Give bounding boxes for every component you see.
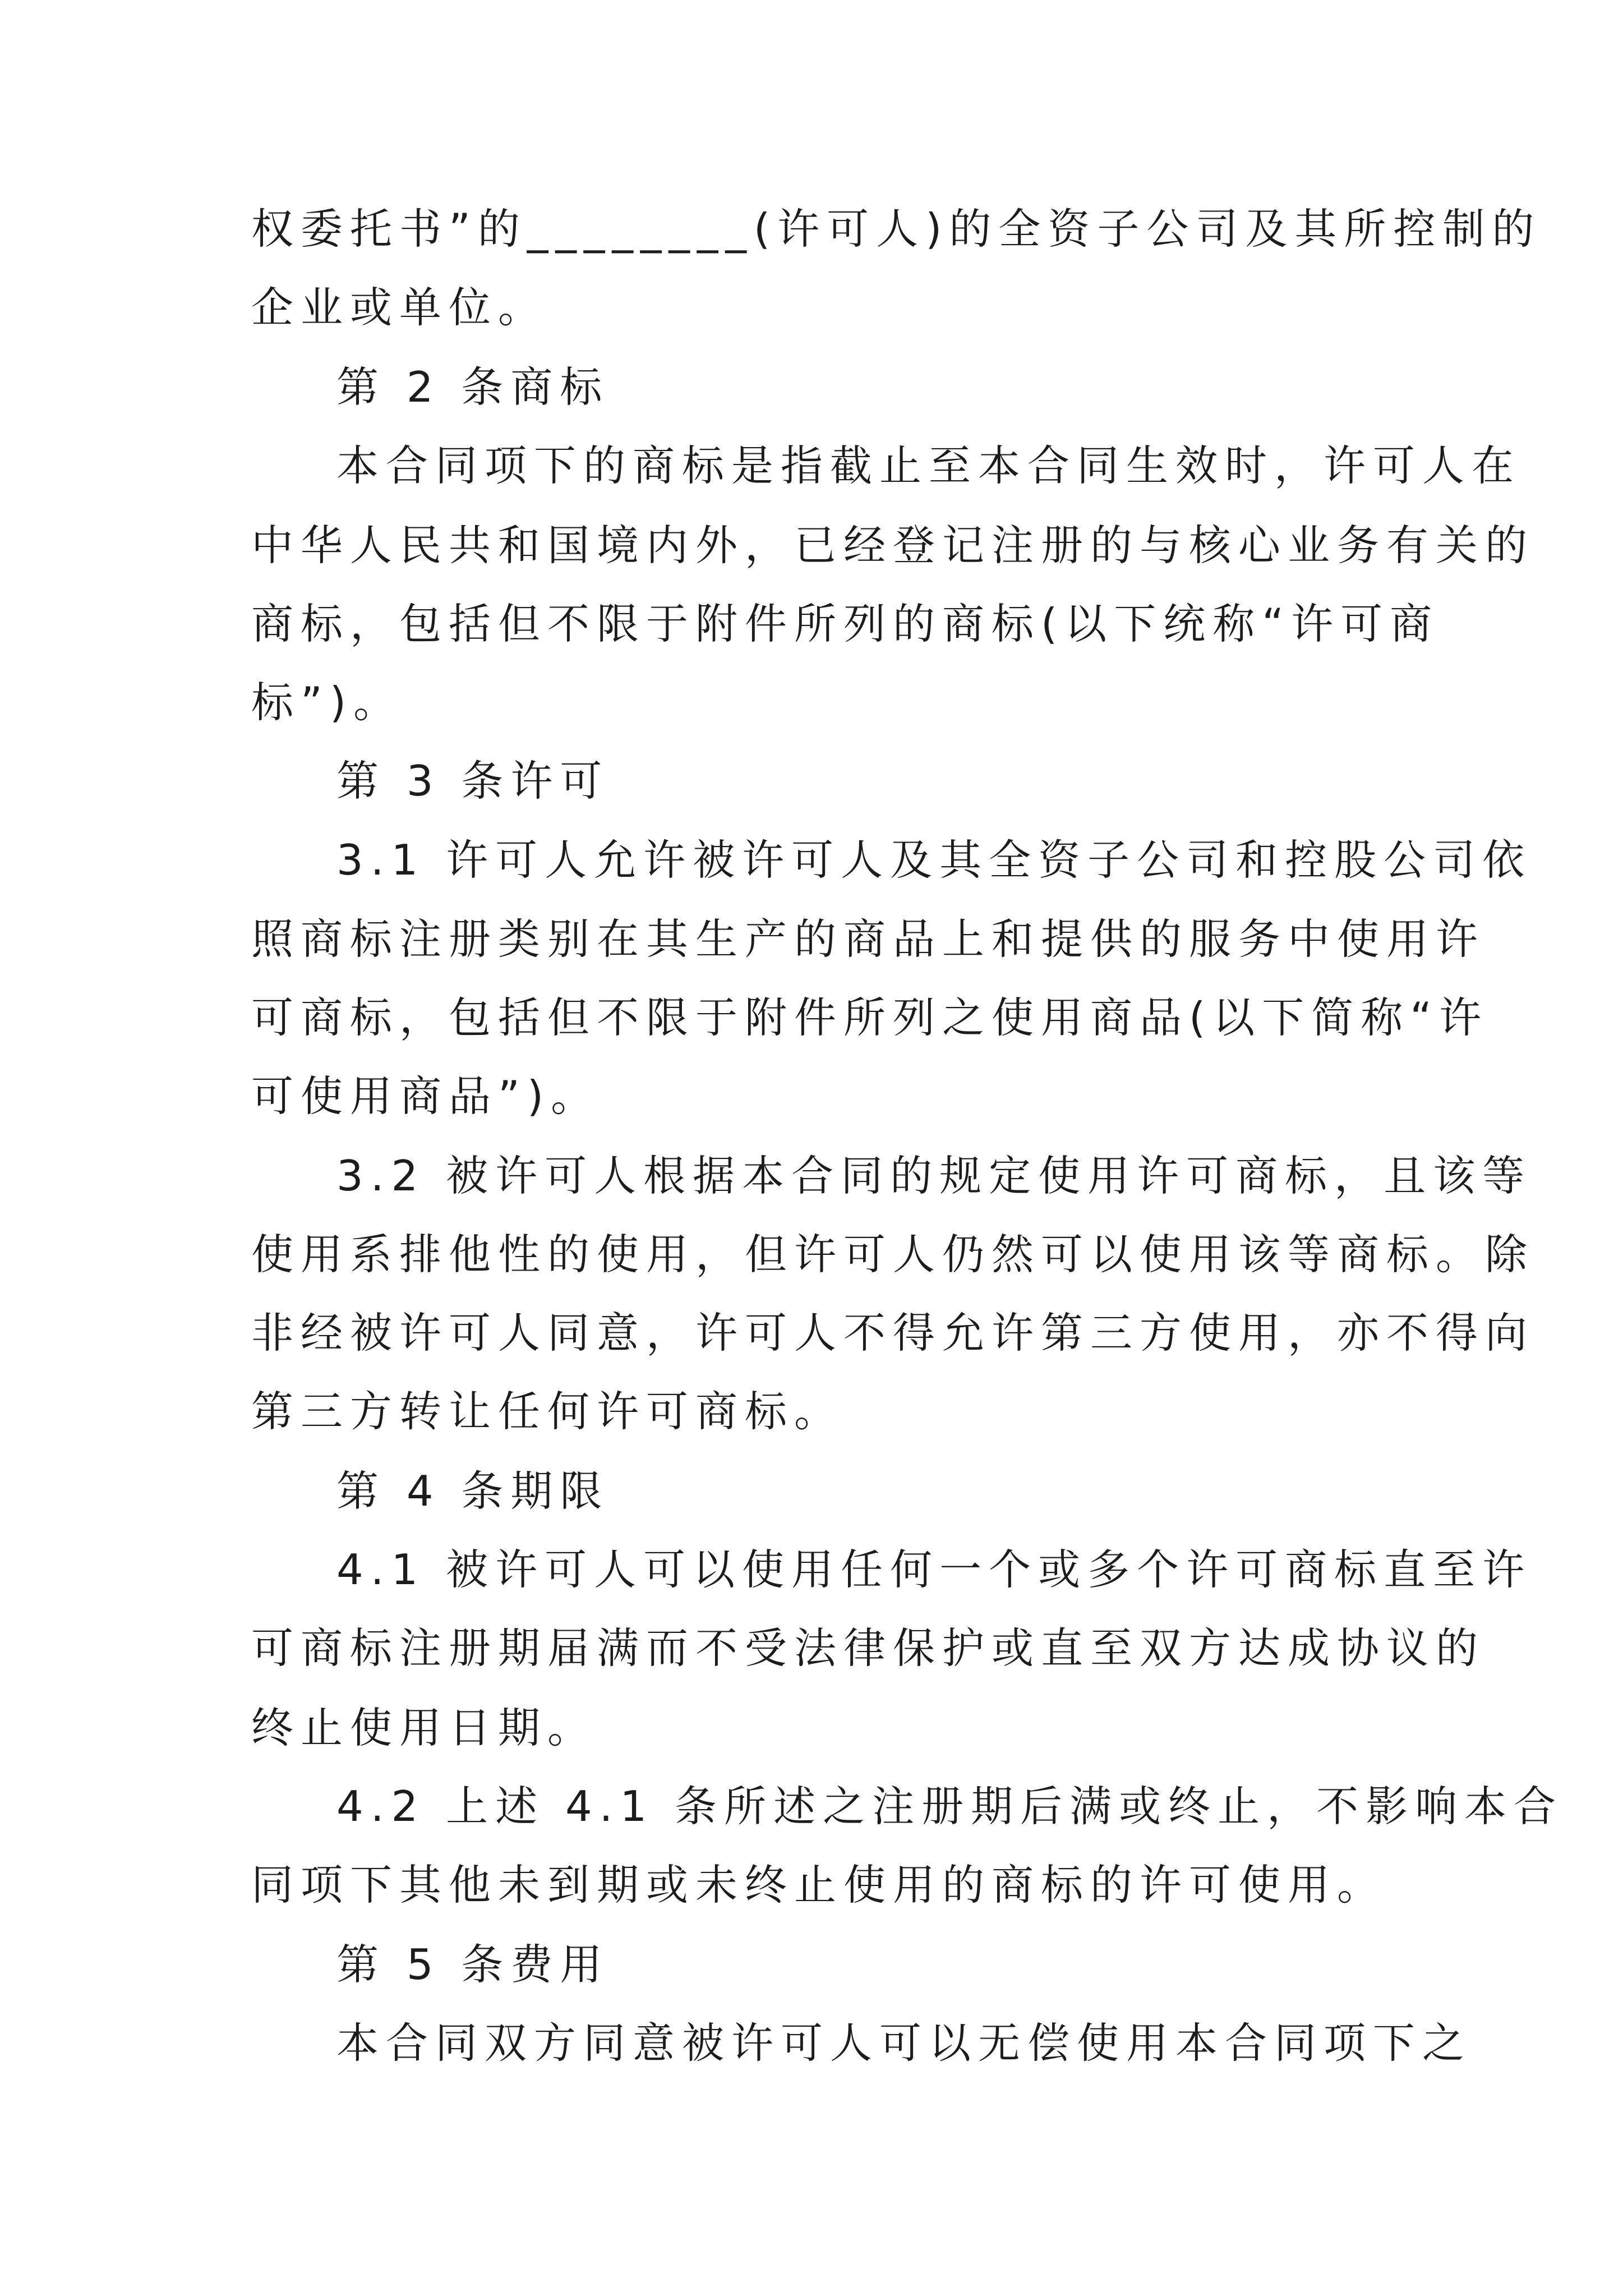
paragraph-line: 非经被许可人同意，许可人不得允许第三方使用，亦不得向 [251, 1308, 1535, 1358]
paragraph-line: 4.1 被许可人可以使用任何一个或多个许可商标直至许 [336, 1545, 1532, 1594]
paragraph-line: 3.1 许可人允许被许可人及其全资子公司和控股公司依 [336, 835, 1532, 885]
paragraph-line: 同项下其他未到期或未终止使用的商标的许可使用。 [251, 1860, 1387, 1910]
section-heading: 第 5 条费用 [336, 1940, 610, 1989]
paragraph-line: 可商标注册期届满而不受法律保护或直至双方达成协议的 [251, 1623, 1486, 1673]
paragraph-line: 本合同双方同意被许可人可以无偿使用本合同项下之 [336, 2018, 1472, 2068]
paragraph-line: 使用系排他性的使用，但许可人仍然可以使用该等商标。除 [251, 1230, 1535, 1279]
paragraph-line: 3.2 被许可人根据本合同的规定使用许可商标，且该等 [336, 1151, 1532, 1200]
paragraph-line: 标”)。 [251, 678, 403, 727]
paragraph-line: 4.2 上述 4.1 条所述之注册期后满或终止，不影响本合 [336, 1782, 1564, 1831]
paragraph-line: 商标，包括但不限于附件所列的商标(以下统称“许可商 [251, 599, 1440, 648]
paragraph-line: 可商标，包括但不限于附件所列之使用商品(以下简称“许 [251, 993, 1489, 1042]
paragraph-line: 第三方转让任何许可商标。 [251, 1387, 844, 1436]
paragraph-line: 企业或单位。 [251, 283, 548, 332]
paragraph-line: 本合同项下的商标是指截止至本合同生效时，许可人在 [336, 441, 1521, 490]
paragraph-line: 可使用商品”)。 [251, 1071, 601, 1121]
paragraph-line: 中华人民共和国境内外，已经登记注册的与核心业务有关的 [251, 521, 1535, 570]
section-heading: 第 3 条许可 [336, 756, 610, 806]
section-heading: 第 2 条商标 [336, 362, 610, 412]
section-heading: 第 4 条期限 [336, 1466, 610, 1516]
paragraph-line: 照商标注册类别在其生产的商品上和提供的服务中使用许 [251, 914, 1486, 964]
paragraph-line: 终止使用日期。 [251, 1703, 597, 1752]
paragraph-line: 权委托书”的________(许可人)的全资子公司及其所控制的 [251, 204, 1542, 254]
